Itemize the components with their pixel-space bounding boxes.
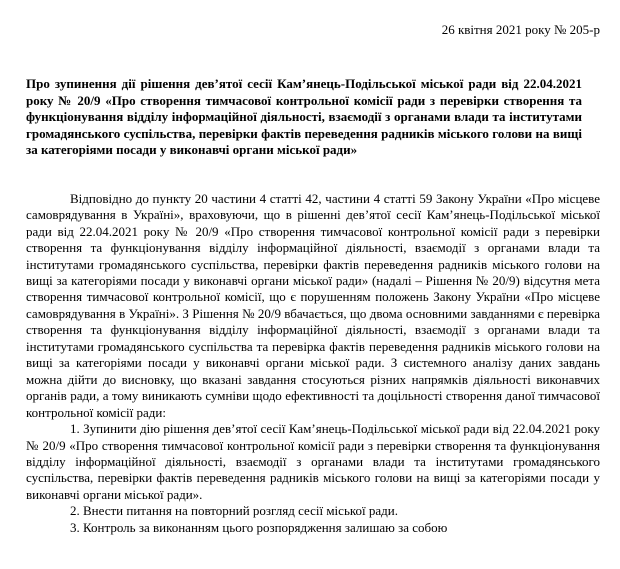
document-item-2: 2. Внести питання на повторний розгляд сесії міської ради. bbox=[70, 503, 398, 519]
document-title: Про зупинення дії рішення дев’ятої сесії Кам’янець-Подільської міської ради від 22.04.2021 року № 20/9 «Про створення тимчасової контрольної комісії ради з перевірки створення та функціонування відділу інформаційної діяльності, взаємодії з органами влади та інститутами громадянського суспільства, перевірки фактів переведення радників міського голови на вищі за категоріями посади у виконавчі органи міської ради» bbox=[26, 76, 582, 158]
document-body-paragraph: Відповідно до пункту 20 частини 4 статті 42, частини 4 статті 59 Закону України «Про місцеве самоврядування в Україні», враховуючи, що в рішенні дев’ятої сесії Кам’янець-Подільської міської ради від 22.04.2021 року № 20/9 «Про створення тимчасової контрольної комісії ради з перевірки створення та функціонування відділу інформаційної діяльності, взаємодії з органами влади та інститутами громадянського суспільства, перевірки фактів переведення радників міського голови на вищі за категоріями посади у виконавчі органи міської ради» (надалі – Рішення № 20/9) відсутня мета створення тимчасової контрольної комісії, що є порушенням положень Закону України «Про місцеве самоврядування в Україні». З Рішення № 20/9 вбачається, що двома основними завданнями є перевірка створення та функціонування відділу інформаційної діяльності, взаємодії з органами влади та інститутами громадянського суспільства та перевірка фактів переведення радників міського голови на вищі за категоріями посади у виконавчі органи міської ради. З системного аналізу даних завдань можна дійти до висновку, що вказані завдання стосуються різних напрямків діяльності виконавчих органів ради, а тому виникають сумніви щодо ефективності та доцільності створення даної тимчасової контрольної комісії ради: bbox=[26, 190, 600, 420]
document-date-and-number: 26 квітня 2021 року № 205-р bbox=[441, 22, 600, 37]
document-item-3: 3. Контроль за виконанням цього розпорядження залишаю за собою bbox=[70, 519, 448, 535]
document-item-1: 1. Зупинити дію рішення дев’ятої сесії Кам’янець-Подільської міської ради від 22.04.2021 року № 20/9 «Про створення тимчасової контрольної комісії ради з перевірки створення та функціонування відділу інформаційної діяльності, взаємодії з органами влади та інститутами громадянського суспільства, перевірки фактів переведення радників міського голови на вищі за категоріями посади у виконавчі органи міської ради». bbox=[26, 421, 600, 502]
